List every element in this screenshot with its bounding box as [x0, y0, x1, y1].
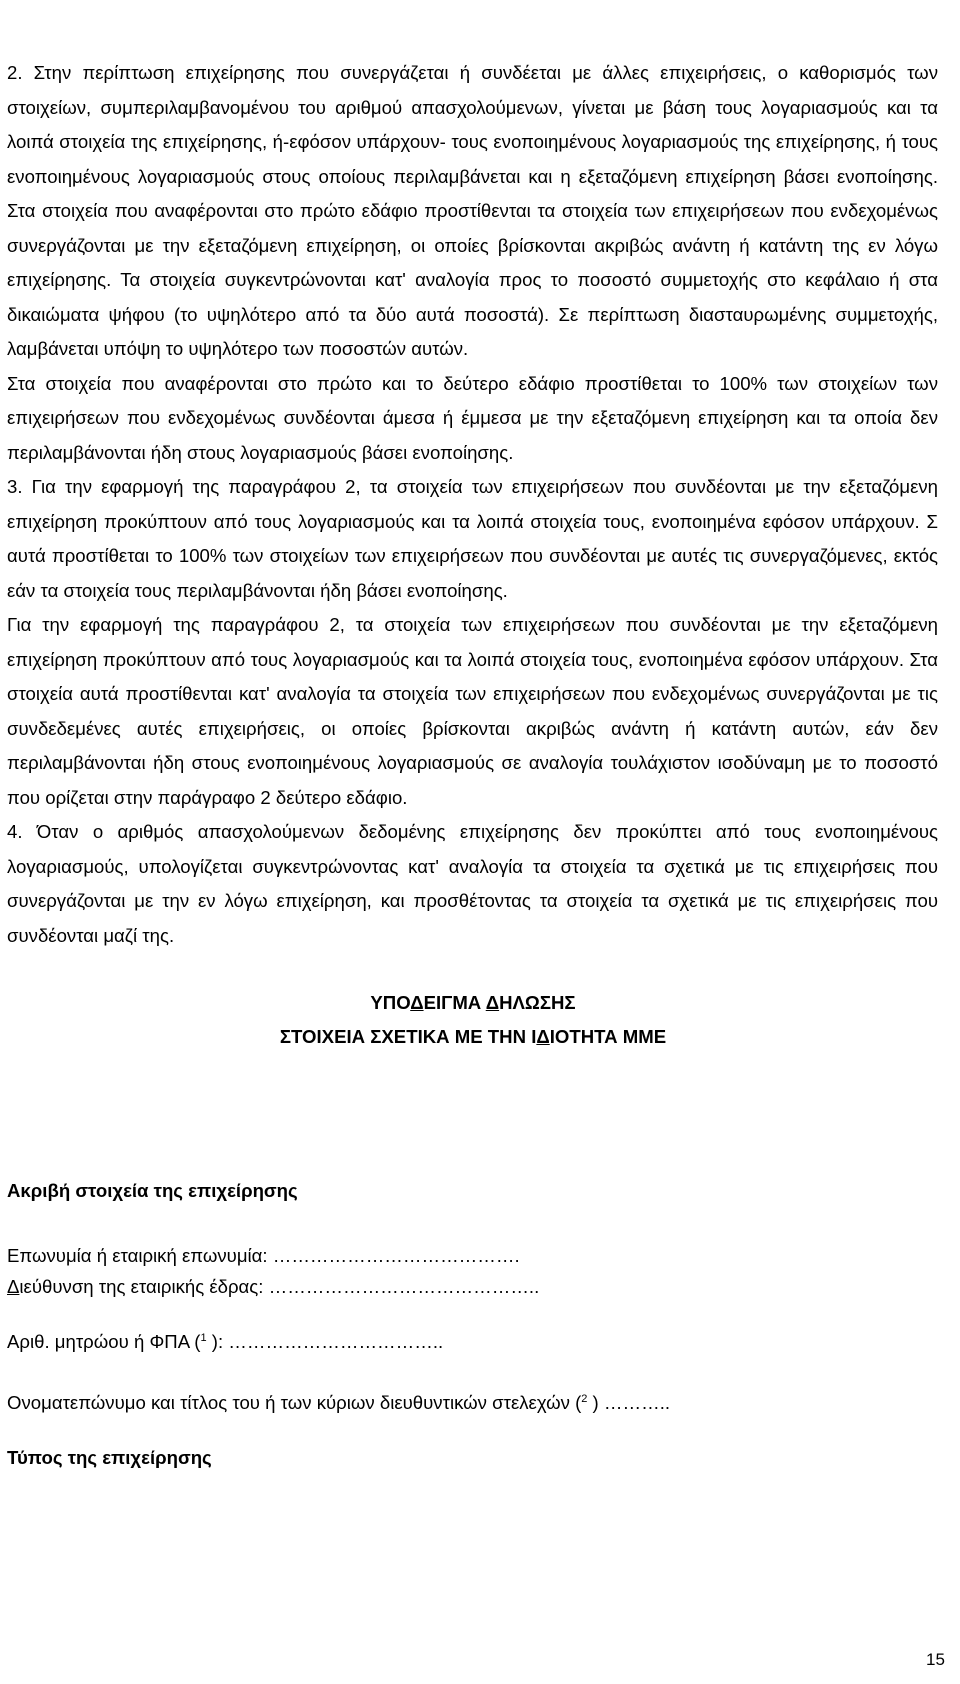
footnote-ref-1: 1 — [200, 1331, 207, 1344]
paragraph-4: 4. Όταν ο αριθμός απασχολούμενων δεδομένης επιχείρησης δεν προκύπτει από τους ενοποιημένους λογαριασμούς, υπολογίζεται συγκεντρώνοντας κατ' αναλογία τα στοιχεία τα σχετικά με τις επιχειρήσεις που συνεργάζονται με την εν λόγω επιχείρηση, και προσθέτοντας τα στοιχεία τα σχετικά με τις επιχειρήσεις που συνδέονται μαζί της. — [7, 821, 938, 946]
footnote-ref-2: 2 — [581, 1392, 588, 1405]
title-line-1: ΥΠΟΔΕΙΓΜΑ ΔΗΛΩΣΗΣ — [370, 992, 576, 1013]
section-heading-business-details: Ακριβή στοιχεία της επιχείρησης — [7, 1180, 298, 1201]
field-registration-number: Αριθ. μητρώου ή ΦΠΑ ($^1$ ): …………………………….. — [7, 1331, 444, 1352]
field-company-name: Επωνυμία ή εταιρική επωνυμία: …………………………………. — [7, 1245, 520, 1266]
declaration-title — [0, 986, 946, 1054]
paragraph-3-continued: Για την εφαρμογή της παραγράφου 2, τα στοιχεία των επιχειρήσεων που συνδέονται με την εξεταζόμενη επιχείρηση προκύπτουν από τους λογαριασμούς και τα λοιπά στοιχεία τους, ενοποιημένα εφόσον υπάρχουν. Στα στοιχεία αυτά προστίθενται κατ' αναλογία τα στοιχεία των επιχειρήσεων που ενδεχομένως συνεργάζονται με τις συνδεδεμένες αυτές επιχειρήσεις, οι οποίες βρίσκονται ακριβώς ανάντη ή κατάντη αυτών, εάν δεν περιλαμβάνονται ήδη στους ενοποιημένους λογαριασμούς σε αναλογία τουλάχιστον ισοδύναμη με το ποσοστό που ορίζεται στην παράγραφο 2 δεύτερο εδάφιο. — [7, 614, 938, 808]
paragraph-2-continued: Στα στοιχεία που αναφέρονται στο πρώτο και το δεύτερο εδάφιο προστίθεται το 100% των στοιχείων των επιχειρήσεων που ενδεχομένως συνδέονται άμεσα ή έμμεσα με την εξεταζόμενη επιχείρηση και τα οποία δεν περιλαμβάνονται ήδη στους λογαριασμούς βάσει ενοποίησης. — [7, 372, 938, 463]
page-number: 15 — [926, 1650, 945, 1669]
paragraph-3: 3. Για την εφαρμογή της παραγράφου 2, τα στοιχεία των επιχειρήσεων που συνδέονται με την εξεταζόμενη επιχείρηση προκύπτουν από τους λογαριασμούς και τα λοιπά στοιχεία τους, ενοποιημένα εφόσον υπάρχουν. Σ αυτά προστίθεται το 100% των στοιχείων των επιχειρήσεων που συνδέονται με αυτές τις συνεργαζόμενες, εκτός εάν τα στοιχεία τους περιλαμβάνονται ήδη βάσει ενοποίησης. — [7, 476, 938, 601]
paragraph-2: 2. Στην περίπτωση επιχείρησης που συνεργάζεται ή συνδέεται με άλλες επιχειρήσεις, ο καθορισμός των στοιχείων, συμπεριλαμβανομένου του αριθμού απασχολούμενων, γίνεται με βάση τους λογαριασμούς και τα λοιπά στοιχεία της επιχείρησης, ή-εφόσον υπάρχουν- τους ενοποιημένους λογαριασμούς της επιχείρησης, ή τους ενοποιημένους λογαριασμούς στους οποίους περιλαμβάνεται και η εξεταζόμενη επιχείρηση βάσει ενοποίησης. Στα στοιχεία που αναφέρονται στο πρώτο εδάφιο προστίθενται τα στοιχεία των επιχειρήσεων που ενδεχομένως συνεργάζονται με την εξεταζόμενη επιχείρηση, οι οποίες βρίσκονται ακριβώς ανάντη ή κατάντη της εν λόγω επιχείρησης. Τα στοιχεία συγκεντρώνονται κατ' αναλογία προς το ποσοστό συμμετοχής στο κεφάλαιο ή στα δικαιώματα ψήφου (το υψηλότερο από τα δύο αυτά ποσοστά). Σε περίπτωση διασταυρωμένης συμμετοχής, λαμβάνεται υπόψη το υψηλότερο των ποσοστών αυτών. — [7, 62, 938, 359]
section-heading-business-type: Τύπος της επιχείρησης — [7, 1447, 212, 1468]
field-address: Διεύθυνση της εταιρικής έδρας: …………………………………….. — [7, 1276, 540, 1297]
title-line-2: ΣΤΟΙΧΕΙΑ ΣΧΕΤΙΚΑ ΜΕ ΤΗΝ ΙΔΙΟΤΗΤΑ ΜΜΕ — [279, 1026, 667, 1047]
field-directors: Ονοματεπώνυμο και τίτλος του ή των κύριων διευθυντικών στελεχών ($^2$ ) ……….. — [7, 1392, 671, 1413]
body-text — [7, 56, 938, 953]
